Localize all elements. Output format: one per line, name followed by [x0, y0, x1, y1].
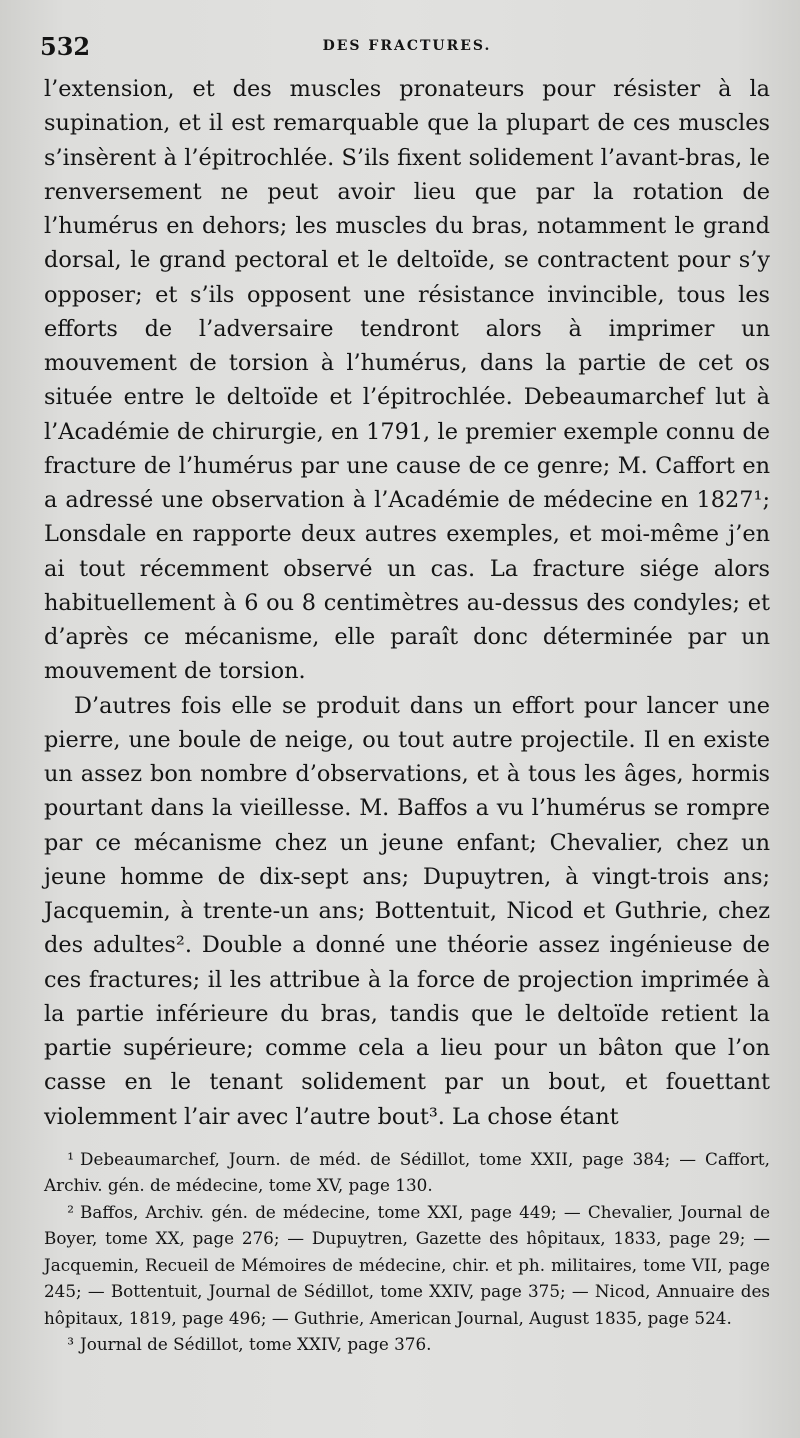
page-number: 532	[40, 32, 91, 61]
paragraph: l’extension, et des muscles pronateurs pour résister à la supination, et il est remarquable que la plupart de ces muscles s’insèrent à l’épitrochlée. S’ils fixent solidement l’avant-bras, le renversement ne peut avoir lieu que par la rotation de l’humérus en dehors; les muscles du bras, notamment le grand dorsal, le grand pectoral et le deltoïde, se contractent pour s’y opposer; et s’ils opposent une résistance invincible, tous les efforts de l’adversaire tendront alors à imprimer un mouvement de torsion à l’humérus, dans la partie de cet os située entre le deltoïde et l’épitrochlée. Debeaumarchef lut à l’Académie de chirurgie, en 1791, le premier exemple connu de fracture de l’humérus par une cause de ce genre; M. Caffort en a adressé une observation à l’Académie de médecine en 1827¹; Lonsdale en rapporte deux autres exemples, et moi-même j’en ai tout récemment observé un cas. La fracture siége alors habituellement à 6 ou 8 centimètres au-dessus des condyles; et d’après ce mécanisme, elle paraît donc déterminée par un mouvement de torsion.	[44, 76, 770, 685]
page-header	[40, 28, 770, 72]
footnote	[44, 1331, 770, 1358]
footnotes	[44, 1146, 770, 1358]
running-head: DES FRACTURES.	[322, 38, 492, 54]
footnote-marker: ¹	[67, 1148, 74, 1169]
paragraph: D’autres fois elle se produit dans un effort pour lancer une pierre, une boule de neige, ou tout autre projectile. Il en existe un assez bon nombre d’observations, et à tous les âges, hormis pourtant dans la vieillesse. M. Baffos a vu l’humérus se rompre par ce mécanisme chez un jeune enfant; Chevalier, chez un jeune homme de dix-sept ans; Dupuytren, à vingt-trois ans; Jacquemin, à trente-un ans; Bottentuit, Nicod et Guthrie, chez des adultes². Double a donné une théorie assez ingénieuse de ces fractures; il les attribue à la force de projection imprimée à la partie inférieure du bras, tandis que le deltoïde retient la partie supérieure; comme cela a lieu pour un bâton que l’on casse en le tenant solidement par un bout, et fouettant violemment l’air avec l’autre bout³. La chose étant	[44, 692, 770, 1130]
footnote-text: Debeaumarchef, Journ. de méd. de Sédillot, tome XXII, page 384; — Caffort, Archiv. gén. de médecine, tome XV, page 130.	[44, 1148, 770, 1196]
footnote	[44, 1199, 770, 1332]
footnote	[44, 1146, 770, 1199]
footnote-text: Journal de Sédillot, tome XXIV, page 376.	[80, 1334, 432, 1355]
body-text	[44, 72, 770, 1134]
footnote-text: Baffos, Archiv. gén. de médecine, tome XXI, page 449; — Chevalier, Journal de Boyer, tome XX, page 276; — Dupuytren, Gazette des hôpitaux, 1833, page 29; — Jacquemin, Recueil de Mémoires de médecine, chir. et ph. militaires, tome VII, page 245; — Bottentuit, Journal de Sédillot, tome XXIV, page 375; — Nicod, Annuaire des hôpitaux, 1819, page 496; — Guthrie, American Journal, August 1835, page 524.	[44, 1201, 770, 1328]
footnote-marker: ³	[67, 1334, 74, 1355]
footnote-marker: ²	[67, 1201, 74, 1222]
